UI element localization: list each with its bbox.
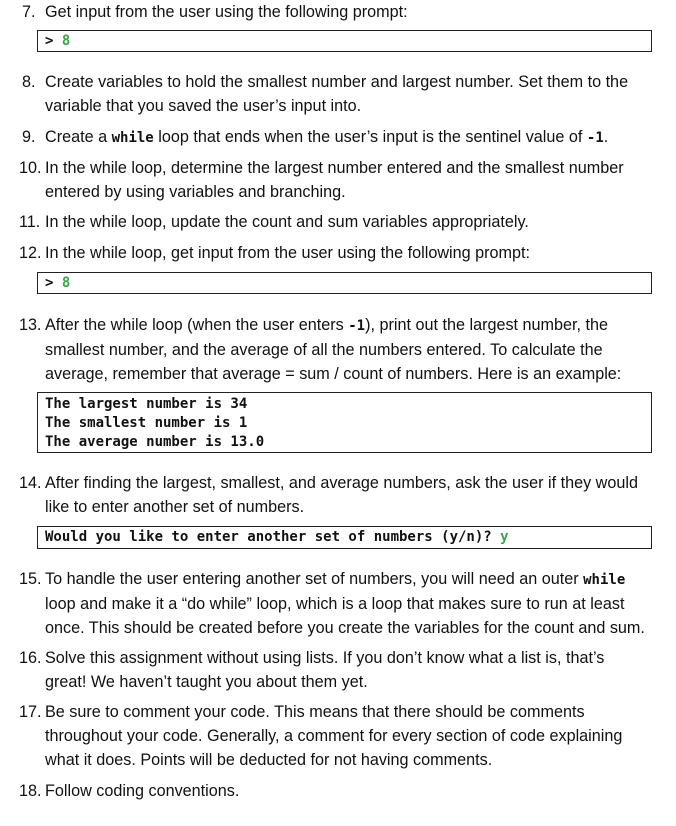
example-line-largest: The largest number is 34 bbox=[45, 396, 248, 412]
item-number: 18. bbox=[19, 782, 42, 800]
user-input-value: y bbox=[500, 529, 509, 545]
item-number: 13. bbox=[19, 316, 42, 334]
text-run: ), print out the largest number, the smallest number, and the average of all the numbers entered. To calculate the average, remember that average = sum / count of numbers. Here is an example: bbox=[45, 316, 622, 383]
item-number: 7. bbox=[22, 3, 36, 21]
item-number: 14. bbox=[19, 474, 42, 492]
user-input-value: 8 bbox=[61, 33, 71, 49]
item-number: 12. bbox=[19, 244, 42, 262]
item-number: 9. bbox=[22, 128, 36, 146]
item-text bbox=[45, 125, 645, 150]
item-text: Solve this assignment without using lists. If you don’t know what a list is, that’s great! We haven’t taught you about them yet. bbox=[45, 649, 605, 691]
item-text bbox=[45, 567, 645, 640]
example-line-smallest: The smallest number is 1 bbox=[45, 415, 248, 431]
item-number: 15. bbox=[19, 570, 42, 588]
prompt-box-2 bbox=[37, 272, 652, 294]
code-keyword-while: while bbox=[583, 572, 626, 588]
repeat-prompt-box bbox=[37, 526, 652, 549]
item-text: Create variables to hold the smallest number and largest number. Set them to the variable that you saved the user’s input into. bbox=[45, 73, 629, 115]
item-text: Be sure to comment your code. This means that there should be comments throughout your code. Generally, a comment for every section of code explaining what it does. Points will be deducted for not having comments. bbox=[45, 703, 623, 769]
text-run: To handle the user entering another set of numbers, you will need an outer bbox=[45, 570, 584, 588]
example-line-average: The average number is 13.0 bbox=[45, 434, 265, 450]
code-sentinel-value: -1 bbox=[586, 130, 604, 146]
text-run: loop and make it a “do while” loop, which is a loop that makes sure to run at least once. This should be created before you create the variables for the count and sum. bbox=[45, 595, 645, 637]
item-number: 10. bbox=[19, 159, 42, 177]
item-text: In the while loop, update the count and sum variables appropriately. bbox=[45, 213, 529, 231]
user-input-value: 8 bbox=[61, 275, 71, 291]
text-run: . bbox=[603, 128, 609, 146]
item-text: In the while loop, determine the largest number entered and the smallest number entered by using variables and branching. bbox=[45, 159, 624, 201]
item-text bbox=[45, 313, 645, 386]
prompt-box-1 bbox=[37, 30, 652, 52]
example-output-box bbox=[37, 392, 652, 453]
code-sentinel-value: -1 bbox=[348, 318, 366, 334]
repeat-prompt-text: Would you like to enter another set of numbers (y/n)? bbox=[45, 529, 501, 545]
item-number: 8. bbox=[22, 73, 36, 91]
text-run: Create a bbox=[45, 128, 112, 146]
item-text: Follow coding conventions. bbox=[45, 782, 240, 800]
text-run: After the while loop (when the user enters bbox=[45, 316, 349, 334]
prompt-symbol: > bbox=[45, 33, 62, 49]
code-keyword-while: while bbox=[111, 130, 154, 146]
item-number: 17. bbox=[19, 703, 42, 721]
item-text: In the while loop, get input from the user using the following prompt: bbox=[45, 244, 531, 262]
item-number: 16. bbox=[19, 649, 42, 667]
item-number: 11. bbox=[19, 213, 41, 231]
item-text: Get input from the user using the following prompt: bbox=[45, 3, 408, 21]
item-text: After finding the largest, smallest, and average numbers, ask the user if they would like to enter another set of numbers. bbox=[45, 474, 638, 516]
text-run: loop that ends when the user’s input is the sentinel value of bbox=[153, 128, 587, 146]
prompt-symbol: > bbox=[45, 275, 62, 291]
